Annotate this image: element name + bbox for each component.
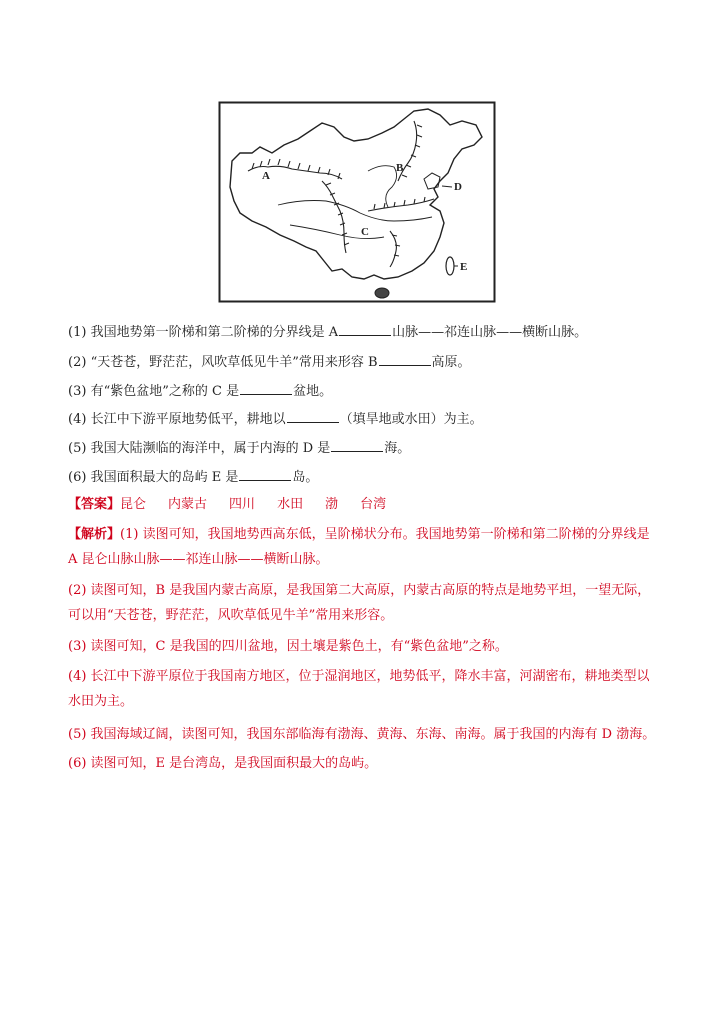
- answer-item: 台湾: [360, 497, 387, 512]
- question-text-before: 有“紫色盆地”之称的 C 是: [90, 384, 240, 399]
- answer-line: [68, 497, 408, 513]
- explanation-paragraph-3: [68, 634, 658, 659]
- question-text-after: 山脉——祁连山脉——横断山脉。: [392, 325, 588, 340]
- question-text-after: 高原。: [431, 355, 471, 370]
- map-label-d: D: [454, 181, 462, 193]
- question-text-before: 我国地势第一阶梯和第二阶梯的分界线是 A: [90, 325, 339, 340]
- explanation-paragraph-1: [68, 522, 658, 572]
- explanation-paragraph-4: [68, 664, 658, 714]
- china-terrain-map: [218, 101, 496, 303]
- answer-item: 四川: [229, 497, 256, 512]
- answer-blank[interactable]: [240, 382, 292, 395]
- question-text-before: 我国面积最大的岛屿 E 是: [90, 470, 239, 485]
- answer-item: 渤: [325, 497, 339, 512]
- question-number: (5): [68, 441, 87, 456]
- answer-blank[interactable]: [331, 439, 383, 452]
- explanation-tag: 【解析】: [68, 527, 121, 542]
- question-1: [68, 323, 587, 341]
- answer-blank[interactable]: [287, 410, 339, 423]
- map-label-e: E: [460, 261, 468, 273]
- explanation-text: (4) 长江中下游平原位于我国南方地区，位于湿润地区，地势低平，降水丰富，河湖密布，耕地类型以水田为主。: [68, 669, 650, 709]
- answer-blank[interactable]: [339, 323, 391, 336]
- question-text-after: （填旱地或水田）为主。: [339, 412, 483, 427]
- explanation-paragraph-6: [68, 751, 658, 776]
- explanation-text: (3) 读图可知，C 是我国的四川盆地，因土壤是紫色土，有“紫色盆地”之称。: [68, 639, 508, 654]
- answer-item: 水田: [277, 497, 304, 512]
- answer-blank[interactable]: [239, 468, 291, 481]
- map-label-c: C: [361, 226, 369, 238]
- explanation-text: (5) 我国海域辽阔，读图可知，我国东部临海有渤海、黄海、东海、南海。属于我国的内海有 D 渤海。: [68, 727, 656, 742]
- explanation-text: (2) 读图可知，B 是我国内蒙古高原，是我国第二大高原，内蒙古高原的特点是地势平坦，一望无际，可以用“天苍苍，野茫茫，风吹草低见牛羊”常用来形容。: [68, 583, 651, 623]
- question-6: [68, 468, 318, 486]
- question-4: [68, 410, 483, 428]
- map-drawing: [218, 101, 496, 303]
- question-number: (2): [68, 355, 87, 370]
- explanation-paragraph-2: [68, 578, 658, 628]
- question-number: (4): [68, 412, 87, 427]
- question-number: (3): [68, 384, 87, 399]
- answer-item: 昆仑: [120, 497, 147, 512]
- hainan-island: [375, 288, 389, 298]
- answer-blank[interactable]: [379, 353, 431, 366]
- question-2: [68, 353, 471, 371]
- question-text-before: 我国大陆濒临的海洋中，属于内海的 D 是: [90, 441, 331, 456]
- map-label-b: B: [396, 162, 404, 174]
- explanation-paragraph-5: [68, 722, 658, 747]
- question-text-after: 盆地。: [293, 384, 333, 399]
- question-text-before: 长江中下游平原地势低平，耕地以: [90, 412, 286, 427]
- question-number: (6): [68, 470, 87, 485]
- question-text-after: 岛。: [292, 470, 319, 485]
- answer-tag: 【答案】: [68, 497, 121, 512]
- question-5: [68, 439, 410, 457]
- question-text-after: 海。: [384, 441, 411, 456]
- explanation-text: (1) 读图可知，我国地势西高东低，呈阶梯状分布。我国地势第一阶梯和第二阶梯的分界线是 A 昆仑山脉山脉——祁连山脉——横断山脉。: [68, 527, 650, 567]
- question-3: [68, 382, 332, 400]
- question-number: (1): [68, 325, 87, 340]
- question-text-before: “天苍苍，野茫茫，风吹草低见牛羊”常用来形容 B: [90, 355, 378, 370]
- answer-item: 内蒙古: [168, 497, 208, 512]
- map-label-a: A: [262, 170, 270, 182]
- explanation-text: (6) 读图可知，E 是台湾岛，是我国面积最大的岛屿。: [68, 756, 378, 771]
